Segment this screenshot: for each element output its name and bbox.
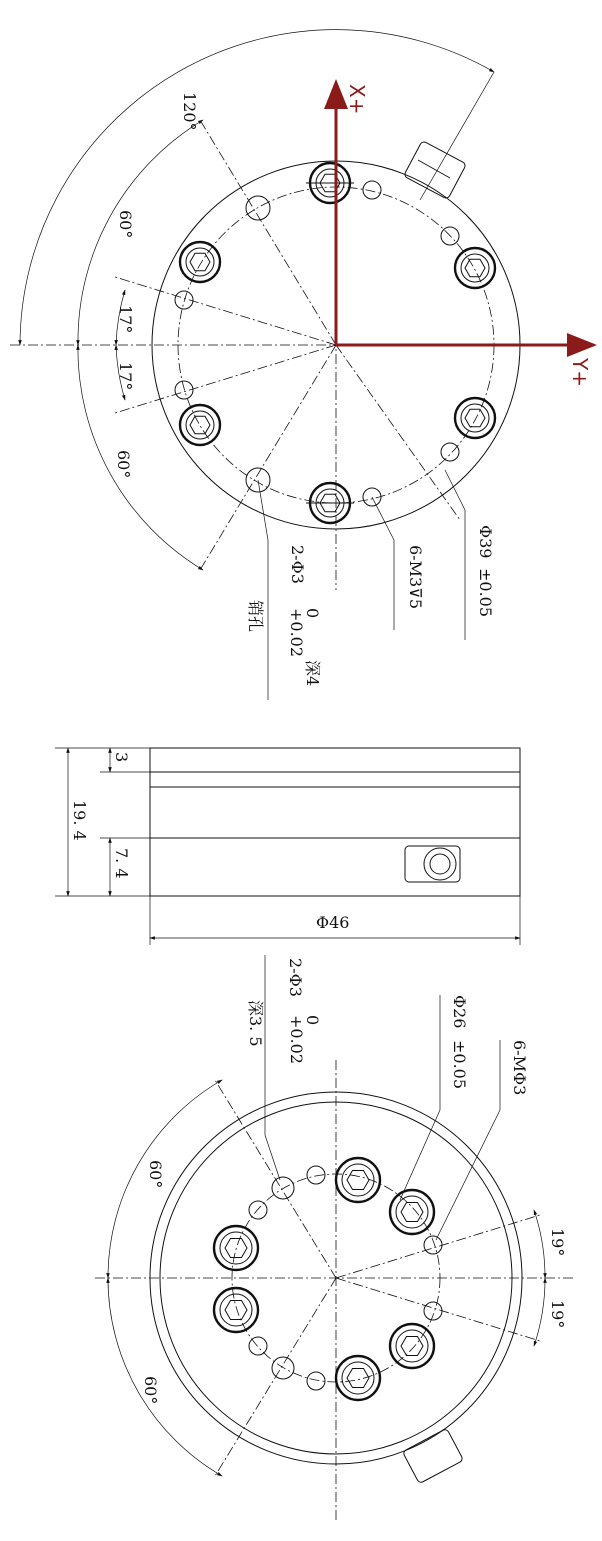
top-radial-17-upper	[115, 277, 336, 345]
bottom-view	[95, 955, 575, 1520]
bottom-screw	[214, 1288, 258, 1332]
bottom-screw	[390, 1324, 434, 1368]
top-radial-17-lower	[115, 345, 336, 413]
top-thread-spec: 6-M3	[406, 545, 425, 588]
top-pin-tol-lower: 0	[303, 608, 322, 619]
top-screw	[306, 483, 354, 523]
top-pin-depth: 深4	[303, 660, 322, 687]
top-screw	[180, 405, 220, 445]
bottom-arc-19-lower	[534, 1278, 545, 1346]
svg-text:2-Φ3	[288, 545, 307, 584]
svg-text:6-M3⊽5	[406, 545, 425, 609]
bottom-screw	[214, 1226, 258, 1270]
top-screw	[180, 242, 220, 282]
bottom-angle-60-upper: 60°	[146, 1160, 165, 1189]
top-radial-60-upper	[200, 120, 336, 345]
bottom-pin-tol-upper: +0.02	[287, 1015, 306, 1065]
bottom-threaded-hole	[307, 1372, 325, 1390]
top-angle-60-lower: 60°	[114, 450, 133, 479]
bottom-screw	[336, 1356, 380, 1400]
bottom-bolt-circle-tol: ±0.05	[450, 1040, 469, 1090]
bottom-bolt-circle-dia: Φ26	[450, 995, 469, 1029]
side-dim-19-4: 19. 4	[70, 800, 89, 841]
side-dim-3: 3	[112, 752, 131, 763]
x-axis-label: X+	[345, 84, 369, 115]
top-screw	[455, 248, 495, 288]
bottom-threaded-hole	[249, 1201, 267, 1219]
top-angle-120: 120°	[180, 92, 199, 131]
top-thread-depth-symbol: ⊽	[406, 587, 425, 599]
bottom-angle-60-lower: 60°	[141, 1376, 160, 1405]
bottom-screw	[390, 1190, 434, 1234]
top-radial-lower-right	[336, 345, 460, 520]
bottom-threaded-hole	[424, 1236, 442, 1254]
side-view	[55, 748, 520, 945]
top-angle-60-upper: 60°	[116, 210, 135, 239]
top-screw	[306, 163, 354, 203]
top-pin-tol-upper: +0.02	[287, 608, 306, 658]
top-radial-60-lower	[200, 345, 336, 570]
bottom-pin-tol-lower: 0	[303, 1015, 322, 1026]
side-fitting	[405, 846, 460, 882]
top-fitting	[404, 141, 467, 200]
bottom-angle-19-lower: 19°	[548, 1300, 567, 1329]
bottom-pin-hole	[272, 1357, 294, 1379]
side-body	[150, 748, 520, 896]
top-arc-60-upper	[78, 120, 203, 345]
side-dim-phi46: Φ46	[316, 913, 350, 932]
top-angle-17-lower: 17°	[116, 362, 135, 391]
bottom-pin-count: 2-Φ3	[286, 958, 305, 997]
y-axis-label: Y+	[568, 358, 592, 387]
top-bolt-circle-tol: ±0.05	[476, 568, 495, 618]
top-angle-17-upper: 17°	[116, 305, 135, 334]
top-screw	[455, 398, 495, 438]
top-arc-120	[20, 30, 494, 345]
side-dim-7-4: 7. 4	[112, 848, 131, 879]
bottom-pin-depth: 深3. 5	[246, 1000, 265, 1047]
top-arc-60-lower	[78, 345, 203, 570]
bottom-angle-19-upper: 19°	[548, 1228, 567, 1257]
top-threaded-hole	[441, 443, 459, 461]
bottom-arc-19-upper	[534, 1210, 545, 1278]
top-thread-depth: 5	[406, 598, 425, 610]
bottom-screw	[336, 1158, 380, 1202]
bottom-thread-spec: 6-MΦ3	[510, 1040, 529, 1096]
bottom-arc-60-lower	[108, 1278, 222, 1476]
bottom-threaded-hole	[249, 1337, 267, 1355]
top-pin-name: 销孔	[246, 600, 265, 633]
top-view	[10, 30, 594, 700]
bottom-threaded-hole	[424, 1302, 442, 1320]
top-bolt-circle-dia: Φ39	[476, 525, 495, 559]
bottom-pin-hole	[272, 1177, 294, 1199]
top-pin-count: 2-Φ3	[288, 545, 307, 584]
